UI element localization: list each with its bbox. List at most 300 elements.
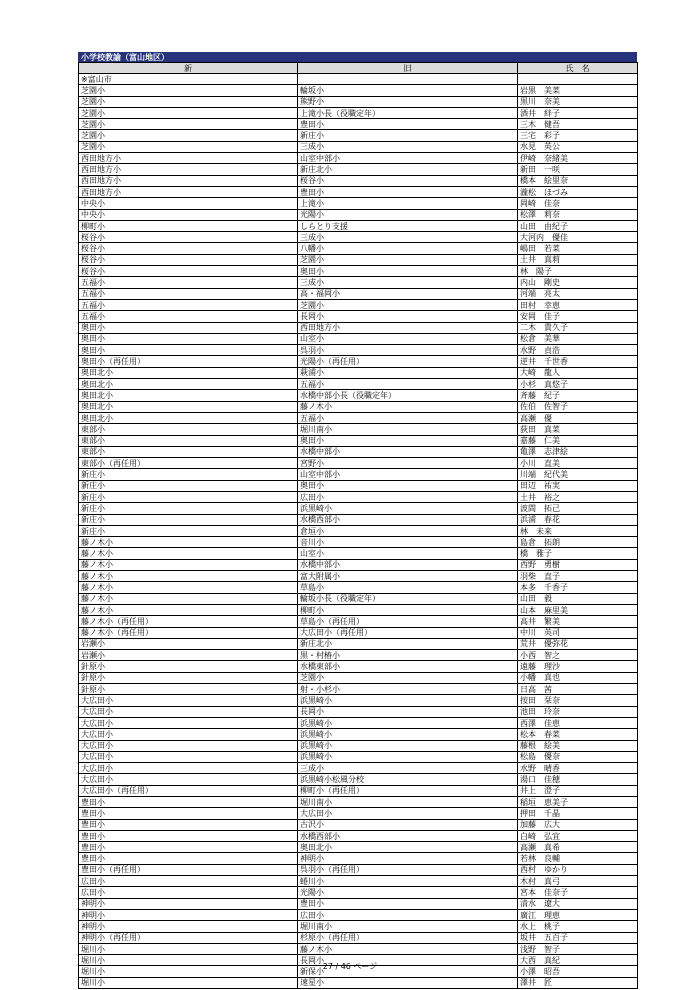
cell-person-name: 大西 真紀 bbox=[518, 955, 638, 966]
cell-person-name: 佐伯 佐智子 bbox=[518, 401, 638, 412]
table-row bbox=[79, 390, 638, 401]
cell-old-school: 大広田小（再任用） bbox=[298, 627, 518, 638]
cell-new-school: 奥田小 bbox=[79, 345, 298, 356]
table-row bbox=[79, 819, 638, 830]
cell-new-school: 大広田小 bbox=[79, 717, 298, 728]
table-row bbox=[79, 254, 638, 265]
cell-person-name: 水野 晴香 bbox=[518, 763, 638, 774]
cell-person-name: 本多 千香子 bbox=[518, 582, 638, 593]
cell-person-name: 浜浦 春花 bbox=[518, 514, 638, 525]
table-row bbox=[79, 345, 638, 356]
cell-new-school: 奥田小（再任用） bbox=[79, 356, 298, 367]
cell-person-name: 清水 遼大 bbox=[518, 898, 638, 909]
table-row bbox=[79, 559, 638, 570]
cell-person-name: 加藤 広大 bbox=[518, 819, 638, 830]
table-row bbox=[79, 650, 638, 661]
cell-old-school: 堀川南小 bbox=[298, 921, 518, 932]
cell-new-school: 芝園小 bbox=[79, 85, 298, 96]
cell-person-name: 二木 貴久子 bbox=[518, 322, 638, 333]
cell-old-school: 大広田小 bbox=[298, 808, 518, 819]
cell-new-school: 五福小 bbox=[79, 311, 298, 322]
table-row bbox=[79, 887, 638, 898]
cell-old-school: 山室小 bbox=[298, 548, 518, 559]
cell-new-school: 大広田小 bbox=[79, 763, 298, 774]
cell-person-name: 白崎 弘宜 bbox=[518, 830, 638, 841]
cell-old-school: 三成小 bbox=[298, 277, 518, 288]
header-name: 氏 名 bbox=[518, 63, 638, 74]
table-row bbox=[79, 763, 638, 774]
cell-old-school: 古沢小 bbox=[298, 819, 518, 830]
cell-person-name: 中川 英司 bbox=[518, 627, 638, 638]
table-row bbox=[79, 864, 638, 875]
table-row bbox=[79, 401, 638, 412]
cell-new-school: 広田小 bbox=[79, 876, 298, 887]
cell-old-school: 浜黒崎小 bbox=[298, 740, 518, 751]
section-row bbox=[79, 74, 638, 85]
cell-new-school: 桜谷小 bbox=[79, 243, 298, 254]
table-row bbox=[79, 909, 638, 920]
cell-old-school: 倉垣小 bbox=[298, 525, 518, 536]
cell-new-school: 五福小 bbox=[79, 299, 298, 310]
table-row bbox=[79, 141, 638, 152]
table-row bbox=[79, 943, 638, 954]
cell-old-school: 柳町小（再任用） bbox=[298, 785, 518, 796]
cell-new-school: 柳町小 bbox=[79, 220, 298, 231]
cell-old-school: 五福小 bbox=[298, 412, 518, 423]
table-row bbox=[79, 638, 638, 649]
table-row bbox=[79, 367, 638, 378]
cell-new-school: 神明小 bbox=[79, 921, 298, 932]
cell-old-school: 宮野小 bbox=[298, 458, 518, 469]
table-row bbox=[79, 921, 638, 932]
cell-old-school: 新庄北小 bbox=[298, 638, 518, 649]
table-row bbox=[79, 695, 638, 706]
cell-old-school: 山室小 bbox=[298, 333, 518, 344]
cell-old-school: 輪坂小長（役職定年） bbox=[298, 593, 518, 604]
table-row bbox=[79, 288, 638, 299]
cell-person-name: 橋本 絵里奈 bbox=[518, 175, 638, 186]
page-number: 27 / 46 ページ bbox=[322, 962, 378, 971]
table-row bbox=[79, 616, 638, 627]
cell-new-school: 桜谷小 bbox=[79, 266, 298, 277]
cell-old-school: しらとり支援 bbox=[298, 220, 518, 231]
cell-person-name: 安岡 佳子 bbox=[518, 311, 638, 322]
table-row bbox=[79, 458, 638, 469]
table-row bbox=[79, 232, 638, 243]
cell-person-name: 松倉 美華 bbox=[518, 333, 638, 344]
cell-person-name: 羽柴 直子 bbox=[518, 571, 638, 582]
table-row bbox=[79, 96, 638, 107]
table-row bbox=[79, 853, 638, 864]
cell-old-school: 水橋西部小 bbox=[298, 514, 518, 525]
table-row bbox=[79, 514, 638, 525]
cell-old-school: 水橋中部小 bbox=[298, 446, 518, 457]
table-row bbox=[79, 898, 638, 909]
cell-new-school: 神明小 bbox=[79, 909, 298, 920]
cell-person-name: 水上 桃子 bbox=[518, 921, 638, 932]
cell-person-name: 松島 優奈 bbox=[518, 751, 638, 762]
cell-person-name: 小西 智之 bbox=[518, 650, 638, 661]
cell-old-school: 浜黒崎小 bbox=[298, 729, 518, 740]
cell-person-name: 西野 勇樹 bbox=[518, 559, 638, 570]
cell-old-school: 山室中部小 bbox=[298, 153, 518, 164]
cell-new-school: 豊田小 bbox=[79, 819, 298, 830]
cell-new-school: 新庄小 bbox=[79, 503, 298, 514]
table-row bbox=[79, 785, 638, 796]
table-row bbox=[79, 627, 638, 638]
cell-person-name: 斉藤 紀子 bbox=[518, 390, 638, 401]
cell-new-school: 神明小（再任用） bbox=[79, 932, 298, 943]
cell-old-school: 神明小 bbox=[298, 853, 518, 864]
cell-old-school: 草島小 bbox=[298, 582, 518, 593]
table-row bbox=[79, 266, 638, 277]
cell-person-name: 波間 拓己 bbox=[518, 503, 638, 514]
table-row bbox=[79, 435, 638, 446]
table-row bbox=[79, 164, 638, 175]
cell-new-school: 芝園小 bbox=[79, 107, 298, 118]
cell-old-school: 新庄小 bbox=[298, 130, 518, 141]
cell-person-name: 田村 幸恵 bbox=[518, 299, 638, 310]
cell-person-name: 押田 千晶 bbox=[518, 808, 638, 819]
cell-new-school: 大広田小 bbox=[79, 706, 298, 717]
cell-old-school: 光陽小（再任用） bbox=[298, 356, 518, 367]
table-row bbox=[79, 333, 638, 344]
cell-new-school: 堀川小 bbox=[79, 977, 298, 988]
cell-person-name: 高瀬 優 bbox=[518, 412, 638, 423]
cell-person-name: 三木 健吾 bbox=[518, 119, 638, 130]
cell-person-name: 林 未来 bbox=[518, 525, 638, 536]
cell-person-name: 湯口 佳穂 bbox=[518, 774, 638, 785]
cell-person-name: 小澤 昭吾 bbox=[518, 966, 638, 977]
cell-person-name: 木村 真弓 bbox=[518, 876, 638, 887]
cell-old-school: 芝園小 bbox=[298, 254, 518, 265]
table-row bbox=[79, 311, 638, 322]
cell-person-name: 内山 剛史 bbox=[518, 277, 638, 288]
cell-person-name: 嘉藤 仁美 bbox=[518, 435, 638, 446]
cell-person-name: 坂井 五百子 bbox=[518, 932, 638, 943]
cell-new-school: 奥田北小 bbox=[79, 379, 298, 390]
cell-new-school: 芝園小 bbox=[79, 119, 298, 130]
cell-old-school: 輪坂小 bbox=[298, 85, 518, 96]
cell-new-school: 藤ノ木小 bbox=[79, 604, 298, 615]
table-row bbox=[79, 684, 638, 695]
cell-old-school: 芝園小 bbox=[298, 299, 518, 310]
cell-person-name: 逆井 千世香 bbox=[518, 356, 638, 367]
table-row bbox=[79, 876, 638, 887]
cell-person-name: 高瀬 真希 bbox=[518, 842, 638, 853]
cell-person-name: 土井 真莉 bbox=[518, 254, 638, 265]
cell-person-name: 高井 繁美 bbox=[518, 616, 638, 627]
cell-person-name: 大崎 龍人 bbox=[518, 367, 638, 378]
table-row bbox=[79, 119, 638, 130]
cell-new-school: 豊田小（再任用） bbox=[79, 864, 298, 875]
cell-old-school: 広田小 bbox=[298, 909, 518, 920]
cell-new-school: 針原小 bbox=[79, 684, 298, 695]
cell-person-name: 小杉 真悠子 bbox=[518, 379, 638, 390]
cell-new-school: 東部小 bbox=[79, 424, 298, 435]
table-row bbox=[79, 299, 638, 310]
cell-person-name: 橋 雅子 bbox=[518, 548, 638, 559]
cell-old-school: 水橋中部小 bbox=[298, 559, 518, 570]
cell-new-school: 大広田小 bbox=[79, 774, 298, 785]
table-row bbox=[79, 537, 638, 548]
header-row bbox=[79, 63, 638, 74]
cell-old-school: 浜黒崎小 bbox=[298, 695, 518, 706]
cell-person-name: 稲垣 恵美子 bbox=[518, 797, 638, 808]
cell-new-school: 新庄小 bbox=[79, 469, 298, 480]
table-row bbox=[79, 446, 638, 457]
cell-old-school: 長岡小 bbox=[298, 955, 518, 966]
table-row bbox=[79, 593, 638, 604]
table-row bbox=[79, 503, 638, 514]
table-row bbox=[79, 379, 638, 390]
table-row bbox=[79, 220, 638, 231]
cell-old-school: 三成小 bbox=[298, 141, 518, 152]
cell-person-name: 嶋田 若菜 bbox=[518, 243, 638, 254]
cell-person-name: 澤井 匠 bbox=[518, 977, 638, 988]
cell-old-school: 蜷川小 bbox=[298, 876, 518, 887]
table-row bbox=[79, 548, 638, 559]
cell-new-school: 奥田小 bbox=[79, 322, 298, 333]
cell-old-school: 萩浦小 bbox=[298, 367, 518, 378]
cell-new-school: 豊田小 bbox=[79, 830, 298, 841]
cell-person-name: 池田 玲奈 bbox=[518, 706, 638, 717]
cell-new-school: 東部小 bbox=[79, 435, 298, 446]
cell-old-school: 三成小 bbox=[298, 763, 518, 774]
cell-new-school: 岩瀬小 bbox=[79, 638, 298, 649]
cell-old-school: 藤ノ木小 bbox=[298, 943, 518, 954]
cell-old-school: 呉羽小（再任用） bbox=[298, 864, 518, 875]
table-row bbox=[79, 85, 638, 96]
cell-new-school: 東部小（再任用） bbox=[79, 458, 298, 469]
cell-old-school: 奥田小 bbox=[298, 266, 518, 277]
cell-old-school: 富大附属小 bbox=[298, 571, 518, 582]
cell-new-school: 大広田小（再任用） bbox=[79, 785, 298, 796]
cell-old-school: 音川小 bbox=[298, 537, 518, 548]
cell-person-name: 水野 貞浩 bbox=[518, 345, 638, 356]
cell-new-school: 奥田北小 bbox=[79, 412, 298, 423]
table-row bbox=[79, 153, 638, 164]
header-new: 新 bbox=[79, 63, 298, 74]
cell-new-school: 豊田小 bbox=[79, 842, 298, 853]
table-row bbox=[79, 175, 638, 186]
section-label: ※富山市 bbox=[79, 74, 298, 85]
cell-person-name: 田辺 祐実 bbox=[518, 480, 638, 491]
cell-new-school: 新庄小 bbox=[79, 491, 298, 502]
cell-person-name: 伊崎 奈緒美 bbox=[518, 153, 638, 164]
cell-old-school: 水橋中部小長（役職定年） bbox=[298, 390, 518, 401]
table-row bbox=[79, 661, 638, 672]
cell-new-school: 芝園小 bbox=[79, 96, 298, 107]
cell-person-name: 岡崎 佳奈 bbox=[518, 198, 638, 209]
table-row bbox=[79, 107, 638, 118]
cell-old-school: 新庄北小 bbox=[298, 164, 518, 175]
cell-old-school: 五福小 bbox=[298, 379, 518, 390]
cell-old-school: 長岡小 bbox=[298, 706, 518, 717]
cell-person-name: 大河内 優佳 bbox=[518, 232, 638, 243]
cell-old-school: 杉原小（再任用） bbox=[298, 932, 518, 943]
cell-person-name: 若林 良輔 bbox=[518, 853, 638, 864]
cell-new-school: 西田地方小 bbox=[79, 153, 298, 164]
cell-new-school: 桜谷小 bbox=[79, 232, 298, 243]
cell-person-name: 宮本 佳奈子 bbox=[518, 887, 638, 898]
cell-old-school: 草島小（再任用） bbox=[298, 616, 518, 627]
cell-person-name: 瀧松 ほづみ bbox=[518, 186, 638, 197]
cell-new-school: 藤ノ木小 bbox=[79, 559, 298, 570]
cell-person-name: 日高 茜 bbox=[518, 684, 638, 695]
cell-person-name: 亀澤 志津絵 bbox=[518, 446, 638, 457]
table-row bbox=[79, 604, 638, 615]
cell-person-name: 松本 春菜 bbox=[518, 729, 638, 740]
cell-person-name: 西澤 佳恵 bbox=[518, 717, 638, 728]
cell-new-school: 東部小 bbox=[79, 446, 298, 457]
cell-new-school: 新庄小 bbox=[79, 525, 298, 536]
cell-old-school: 桜谷小 bbox=[298, 175, 518, 186]
assignment-table bbox=[78, 62, 638, 989]
cell-new-school: 大広田小 bbox=[79, 751, 298, 762]
cell-old-school: 光陽小 bbox=[298, 209, 518, 220]
table-row bbox=[79, 469, 638, 480]
cell-old-school: 上滝小 bbox=[298, 198, 518, 209]
cell-old-school: 浜黒崎小 bbox=[298, 717, 518, 728]
cell-old-school: 西田地方小 bbox=[298, 322, 518, 333]
cell-new-school: 西田地方小 bbox=[79, 175, 298, 186]
section-empty bbox=[298, 74, 518, 85]
cell-new-school: 藤ノ木小（再任用） bbox=[79, 616, 298, 627]
cell-new-school: 五福小 bbox=[79, 277, 298, 288]
cell-new-school: 藤ノ木小 bbox=[79, 593, 298, 604]
table-row bbox=[79, 932, 638, 943]
cell-old-school: 奥田小 bbox=[298, 480, 518, 491]
table-row bbox=[79, 672, 638, 683]
cell-person-name: 遠藤 理沙 bbox=[518, 661, 638, 672]
cell-new-school: 芝園小 bbox=[79, 130, 298, 141]
table-row bbox=[79, 774, 638, 785]
cell-new-school: 広田小 bbox=[79, 887, 298, 898]
cell-person-name: 川端 紀代美 bbox=[518, 469, 638, 480]
cell-old-school: 藤ノ木小 bbox=[298, 401, 518, 412]
cell-old-school: 射・小杉小 bbox=[298, 684, 518, 695]
table-row bbox=[79, 582, 638, 593]
cell-new-school: 西田地方小 bbox=[79, 164, 298, 175]
cell-new-school: 芝園小 bbox=[79, 141, 298, 152]
cell-new-school: 藤ノ木小 bbox=[79, 571, 298, 582]
cell-person-name: 水見 英公 bbox=[518, 141, 638, 152]
cell-old-school: 光陽小 bbox=[298, 887, 518, 898]
cell-person-name: 小幡 真也 bbox=[518, 672, 638, 683]
cell-new-school: 豊田小 bbox=[79, 797, 298, 808]
cell-old-school: 芝園小 bbox=[298, 672, 518, 683]
cell-old-school: 豊田小 bbox=[298, 898, 518, 909]
cell-new-school: 大広田小 bbox=[79, 740, 298, 751]
table-row bbox=[79, 706, 638, 717]
cell-old-school: 三成小 bbox=[298, 232, 518, 243]
cell-person-name: 新田 一咲 bbox=[518, 164, 638, 175]
table-row bbox=[79, 277, 638, 288]
cell-new-school: 豊田小 bbox=[79, 808, 298, 819]
table-row bbox=[79, 751, 638, 762]
cell-person-name: 廣江 理恵 bbox=[518, 909, 638, 920]
cell-new-school: 神明小 bbox=[79, 898, 298, 909]
header-old: 旧 bbox=[298, 63, 518, 74]
cell-person-name: 小川 直美 bbox=[518, 458, 638, 469]
cell-old-school: 長岡小 bbox=[298, 311, 518, 322]
cell-old-school: 水橋東部小 bbox=[298, 661, 518, 672]
table-row bbox=[79, 830, 638, 841]
table-row bbox=[79, 480, 638, 491]
cell-old-school: 上滝小長（役職定年） bbox=[298, 107, 518, 118]
cell-new-school: 新庄小 bbox=[79, 480, 298, 491]
table-row bbox=[79, 186, 638, 197]
cell-person-name: 山田 由紀子 bbox=[518, 220, 638, 231]
cell-old-school: 浜黒崎小 bbox=[298, 503, 518, 514]
table-row bbox=[79, 491, 638, 502]
cell-person-name: 井上 澄子 bbox=[518, 785, 638, 796]
table-row bbox=[79, 412, 638, 423]
cell-person-name: 西村 ゆかり bbox=[518, 864, 638, 875]
cell-old-school: 豊田小 bbox=[298, 186, 518, 197]
cell-person-name: 島倉 拓朗 bbox=[518, 537, 638, 548]
cell-person-name: 山本 麻里美 bbox=[518, 604, 638, 615]
cell-old-school: 速星小 bbox=[298, 977, 518, 988]
cell-new-school: 中央小 bbox=[79, 209, 298, 220]
table-row bbox=[79, 525, 638, 536]
cell-new-school: 五福小 bbox=[79, 288, 298, 299]
cell-new-school: 中央小 bbox=[79, 198, 298, 209]
cell-old-school: 新保小 bbox=[298, 966, 518, 977]
cell-old-school: 山室中部小 bbox=[298, 469, 518, 480]
cell-person-name: 林 陽子 bbox=[518, 266, 638, 277]
table-row bbox=[79, 209, 638, 220]
sheet-title: 小学校教諭（富山地区） bbox=[78, 52, 637, 62]
cell-new-school: 堀川小 bbox=[79, 966, 298, 977]
cell-new-school: 西田地方小 bbox=[79, 186, 298, 197]
cell-new-school: 桜谷小 bbox=[79, 254, 298, 265]
cell-new-school: 奥田北小 bbox=[79, 367, 298, 378]
cell-new-school: 針原小 bbox=[79, 661, 298, 672]
cell-person-name: 酒井 絆子 bbox=[518, 107, 638, 118]
cell-person-name: 山田 毅 bbox=[518, 593, 638, 604]
table-row bbox=[79, 243, 638, 254]
cell-old-school: 浜黒崎小松風分校 bbox=[298, 774, 518, 785]
cell-old-school: 水橋西部小 bbox=[298, 830, 518, 841]
cell-new-school: 岩瀬小 bbox=[79, 650, 298, 661]
cell-person-name: 黒川 奈美 bbox=[518, 96, 638, 107]
cell-person-name: 河端 亮太 bbox=[518, 288, 638, 299]
table-row bbox=[79, 740, 638, 751]
cell-new-school: 藤ノ木小 bbox=[79, 548, 298, 559]
cell-old-school: 呉羽小 bbox=[298, 345, 518, 356]
table-row bbox=[79, 808, 638, 819]
table-row bbox=[79, 322, 638, 333]
cell-person-name: 荻田 真菜 bbox=[518, 424, 638, 435]
cell-new-school: 奥田北小 bbox=[79, 390, 298, 401]
cell-new-school: 豊田小 bbox=[79, 853, 298, 864]
cell-person-name: 松澤 莉奈 bbox=[518, 209, 638, 220]
cell-person-name: 藤根 絵美 bbox=[518, 740, 638, 751]
cell-old-school: 奥田北小 bbox=[298, 842, 518, 853]
cell-old-school: 奥田小 bbox=[298, 435, 518, 446]
cell-person-name: 岩黒 美菜 bbox=[518, 85, 638, 96]
cell-new-school: 堀川小 bbox=[79, 955, 298, 966]
cell-person-name: 荒井 優弥花 bbox=[518, 638, 638, 649]
cell-new-school: 奥田北小 bbox=[79, 401, 298, 412]
cell-old-school: 広田小 bbox=[298, 491, 518, 502]
cell-old-school: 堀川南小 bbox=[298, 797, 518, 808]
cell-new-school: 堀川小 bbox=[79, 943, 298, 954]
cell-new-school: 奥田小 bbox=[79, 333, 298, 344]
assignment-sheet bbox=[78, 52, 637, 989]
